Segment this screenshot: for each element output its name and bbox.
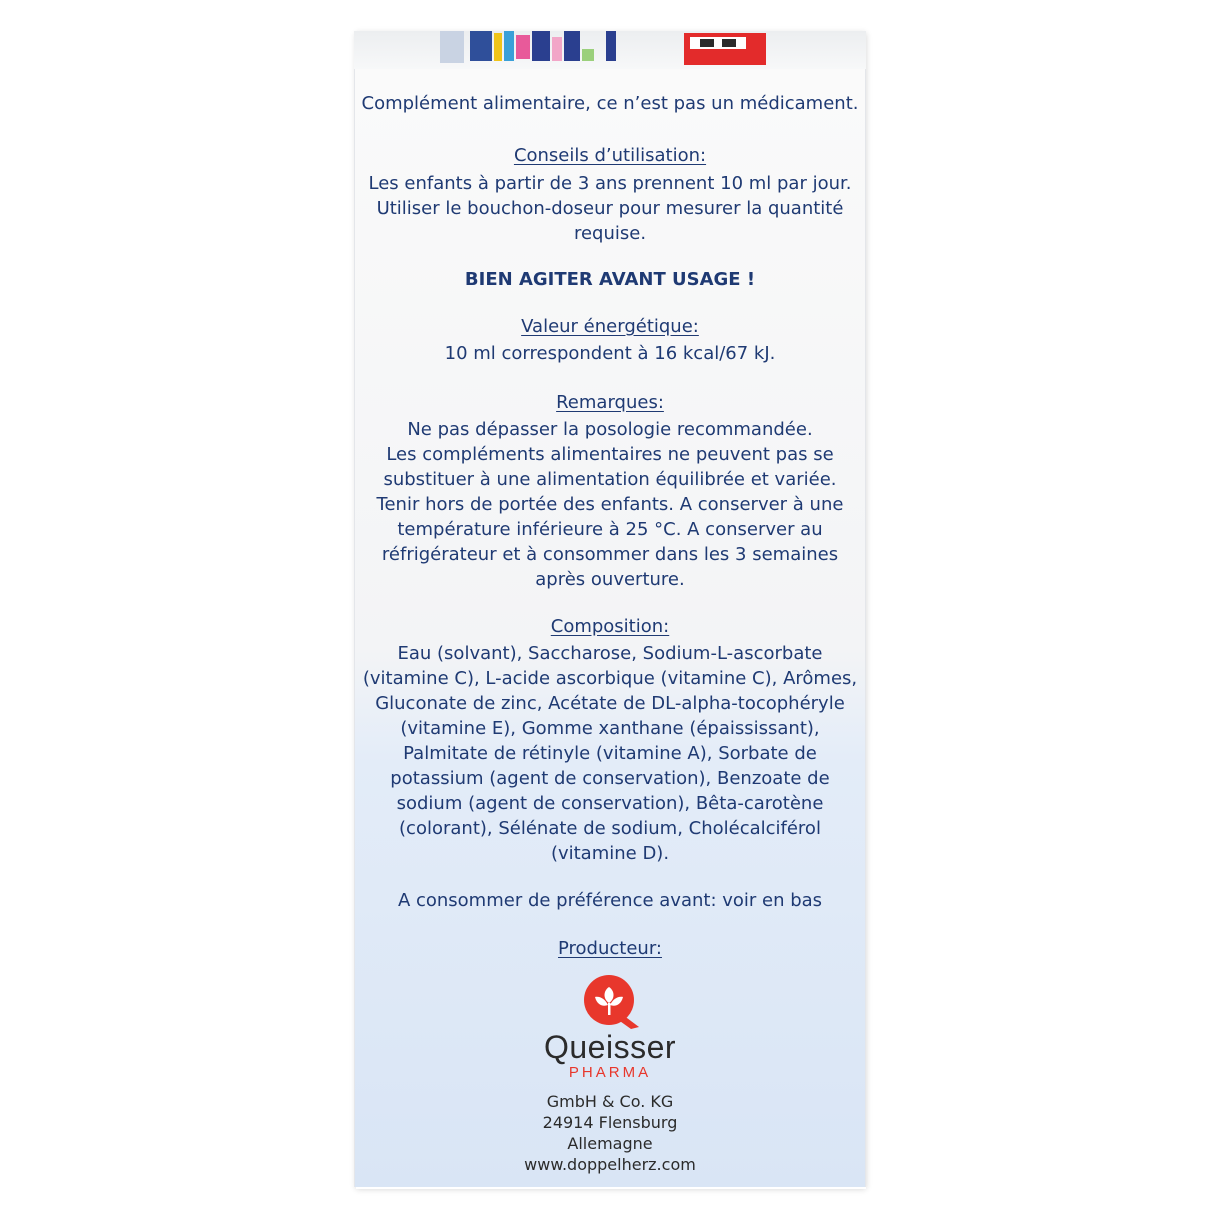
address-line: GmbH & Co. KG bbox=[546, 1092, 674, 1111]
energy-text: 10 ml correspondent à 16 kcal/67 kJ. bbox=[444, 343, 776, 364]
composition-line: potassium (agent de conservation), Benzoate de bbox=[390, 768, 830, 789]
brand-subtitle: PHARMA bbox=[568, 1064, 652, 1081]
remarks-line: après ouverture. bbox=[535, 569, 685, 590]
composition-line: Gluconate de zinc, Acétate de DL-alpha-tocophéryle bbox=[375, 693, 845, 714]
composition-line: Eau (solvant), Saccharose, Sodium-L-ascorbate bbox=[397, 643, 823, 664]
queisser-leaf-logo-icon bbox=[581, 973, 641, 1029]
composition-title: Composition: bbox=[550, 616, 670, 637]
disclaimer-text: Complément alimentaire, ce n’est pas un médicament. bbox=[361, 93, 859, 114]
address-line: 24914 Flensburg bbox=[542, 1113, 678, 1132]
composition-line: sodium (agent de conservation), Bêta-carotène bbox=[396, 793, 824, 814]
usage-line: requise. bbox=[573, 223, 647, 244]
address-line: Allemagne bbox=[567, 1134, 653, 1153]
shake-warning: BIEN AGITER AVANT USAGE ! bbox=[464, 269, 756, 290]
remarks-line: réfrigérateur et à consommer dans les 3 semaines bbox=[381, 544, 839, 565]
usage-line: Utiliser le bouchon-doseur pour mesurer la quantité bbox=[376, 198, 844, 219]
composition-line: (vitamine D). bbox=[550, 843, 670, 864]
remarks-line: substituer à une alimentation équilibrée et variée. bbox=[383, 469, 837, 490]
usage-line: Les enfants à partir de 3 ans prennent 10 ml par jour. bbox=[368, 173, 852, 194]
producer-title: Producteur: bbox=[558, 938, 662, 959]
usage-title: Conseils d’utilisation: bbox=[513, 145, 707, 166]
composition-line: (colorant), Sélénate de sodium, Cholécalciférol bbox=[399, 818, 821, 839]
composition-line: (vitamine E), Gomme xanthane (épaississant), bbox=[400, 718, 820, 739]
flap-print-graphic bbox=[354, 31, 866, 69]
back-panel bbox=[354, 69, 866, 1187]
website-text: www.doppelherz.com bbox=[524, 1155, 696, 1174]
brand-name: Queisser bbox=[543, 1029, 677, 1065]
box-top-flap bbox=[354, 31, 866, 69]
remarks-title: Remarques: bbox=[556, 392, 664, 413]
remarks-line: Les compléments alimentaires ne peuvent pas se bbox=[386, 444, 834, 465]
remarks-line: Ne pas dépasser la posologie recommandée. bbox=[407, 419, 813, 440]
composition-line: (vitamine C), L-acide ascorbique (vitamine C), Arômes, bbox=[362, 668, 858, 689]
composition-line: Palmitate de rétinyle (vitamine A), Sorbate de bbox=[403, 743, 817, 764]
energy-title: Valeur énergétique: bbox=[521, 316, 699, 337]
best-before-text: A consommer de préférence avant: voir en bas bbox=[397, 890, 823, 911]
remarks-line: Tenir hors de portée des enfants. A conserver à une bbox=[376, 494, 844, 515]
remarks-line: température inférieure à 25 °C. A conserver au bbox=[397, 519, 823, 540]
